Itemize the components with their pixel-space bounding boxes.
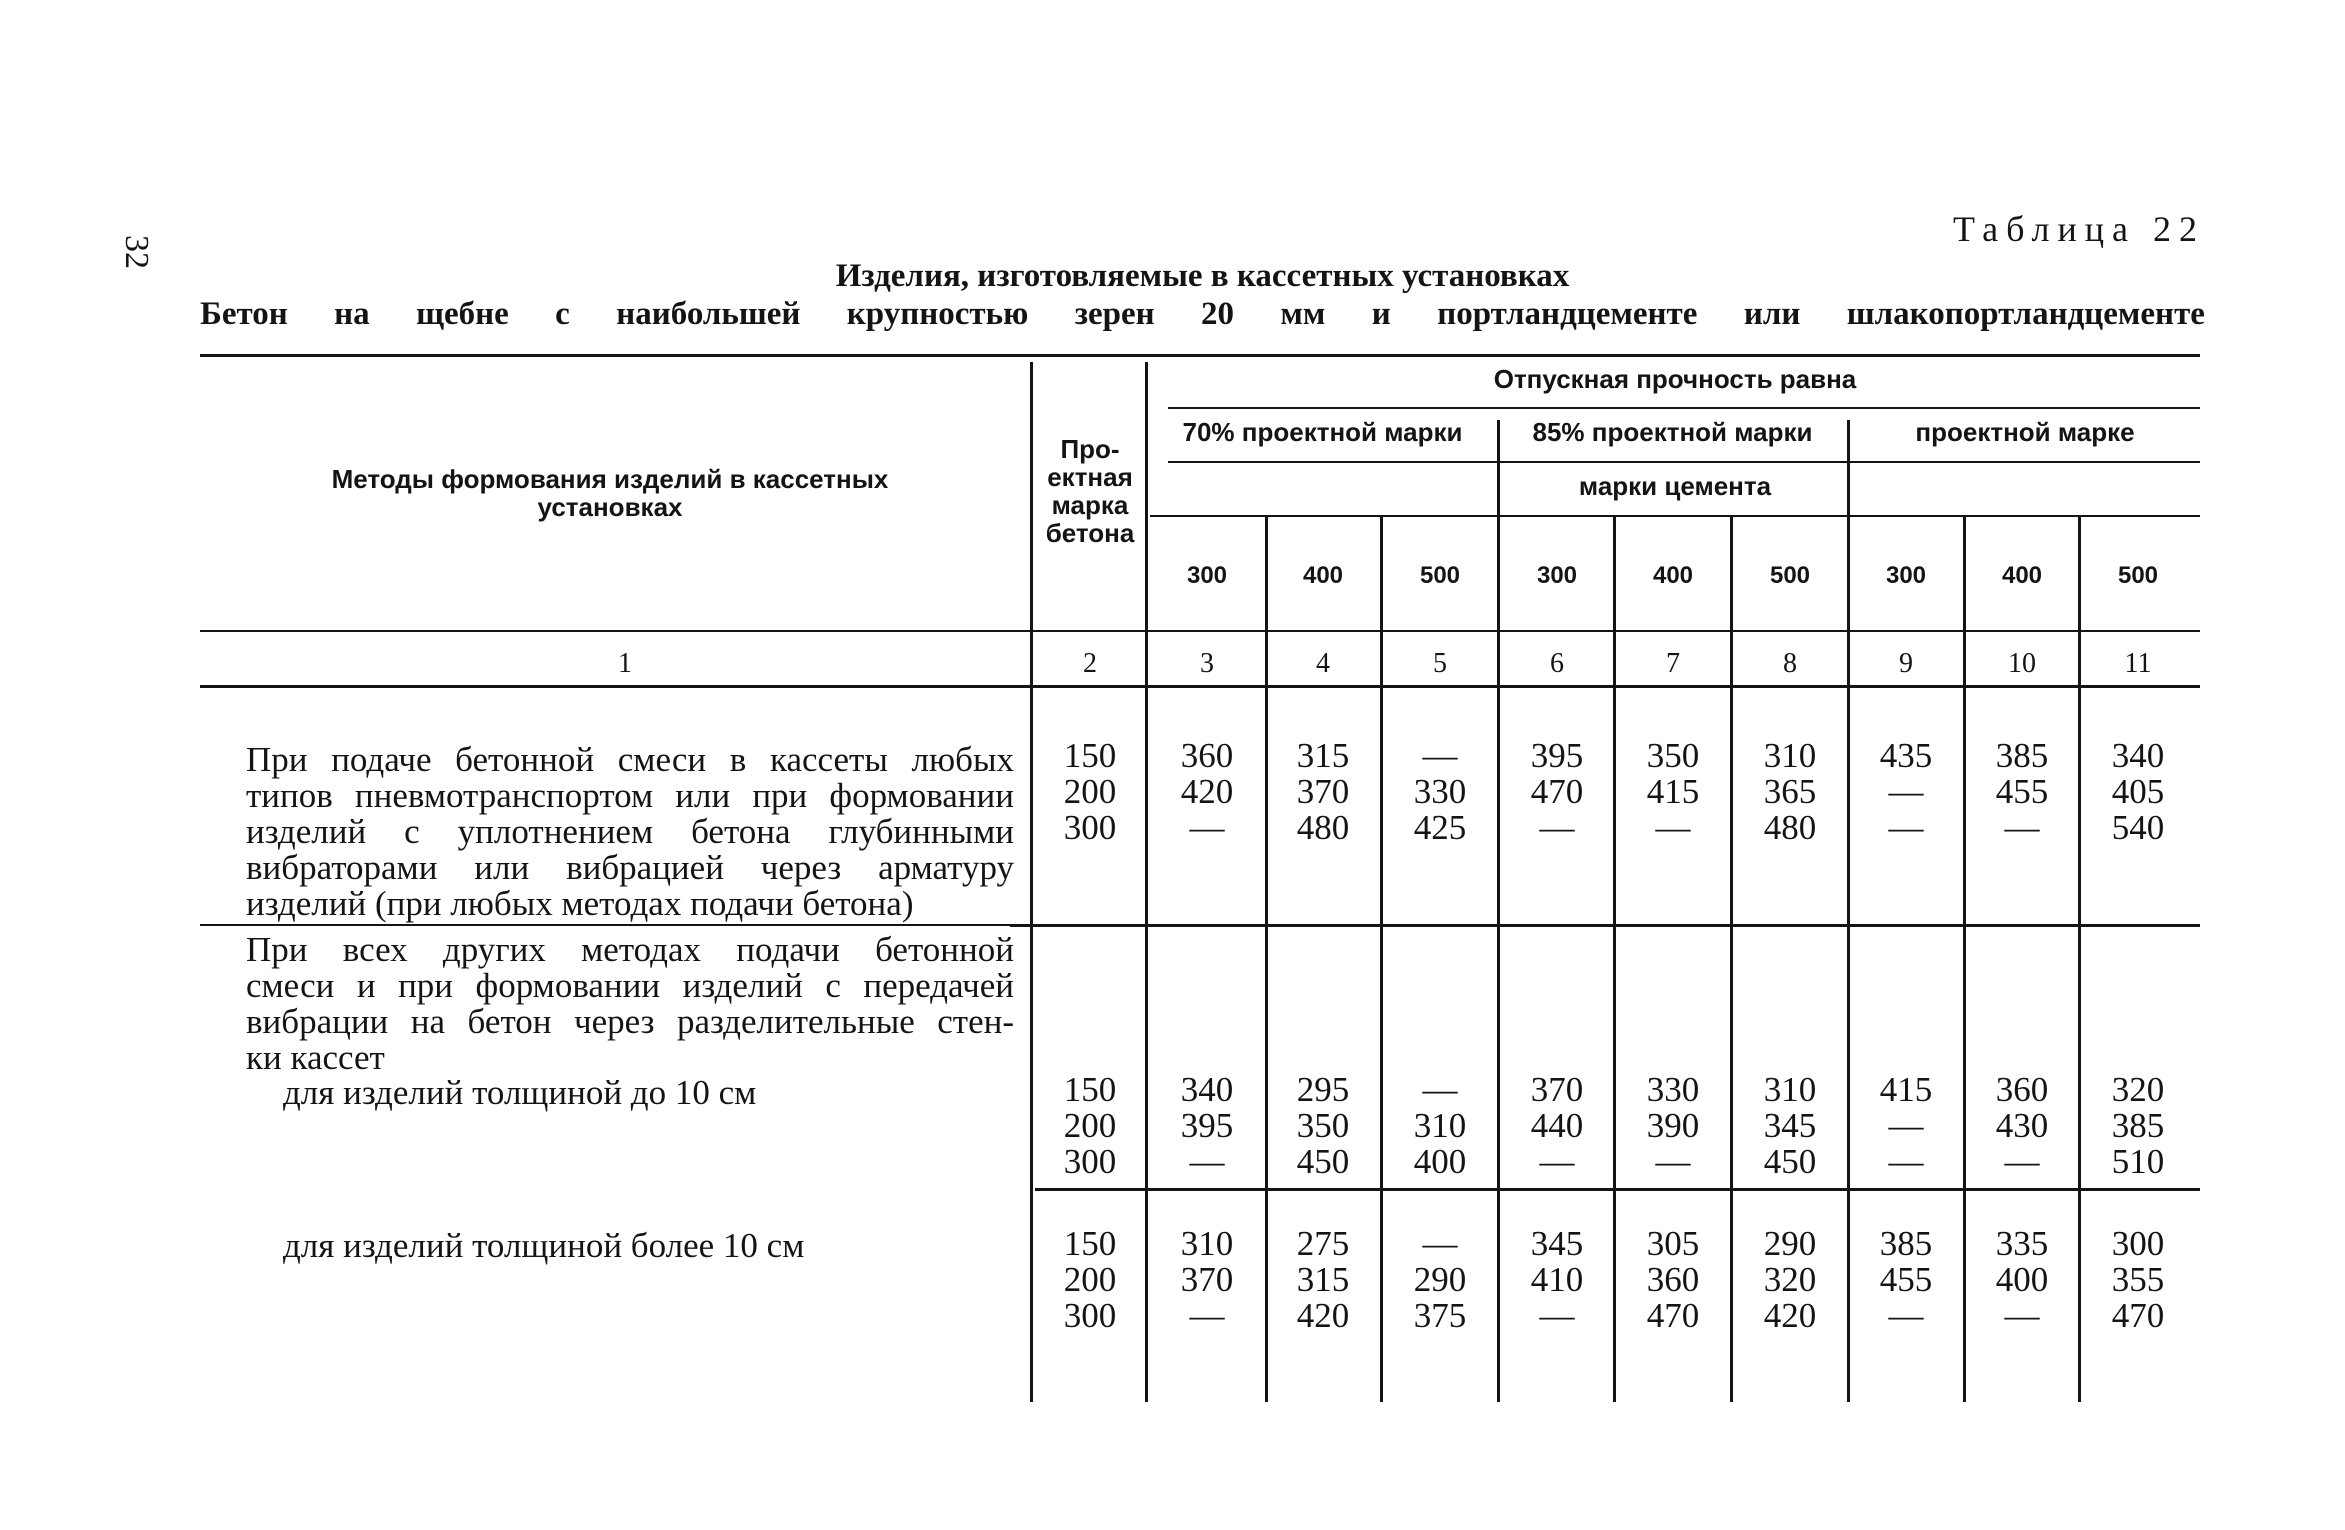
col-divider-5 — [1497, 420, 1500, 1402]
strength-value-cell: 350 415 — — [1646, 736, 1700, 847]
column-number-8: 8 — [1783, 648, 1797, 679]
table-label: Таблица 22 — [1953, 209, 2205, 249]
row2-method-text — [246, 932, 1014, 1076]
column-number-2: 2 — [1083, 648, 1097, 679]
subtitle-word: крупностью — [846, 296, 1029, 332]
subtitle-word: щебне — [416, 296, 509, 332]
cement-grade-1: 300 — [1186, 562, 1228, 589]
rule-row2-bottom — [1035, 1188, 2200, 1191]
strength-value-cell: 370 440 — — [1530, 1070, 1584, 1181]
cement-grade-5: 400 — [1652, 562, 1694, 589]
subtitle-word: на — [334, 296, 370, 332]
header-methods: Методы формования изделий в кассетных установках — [331, 464, 889, 522]
concrete-grade-cell: 150 200 300 — [1063, 1070, 1117, 1181]
strength-value-cell: 345 410 — — [1530, 1224, 1584, 1335]
cement-grade-4: 300 — [1536, 562, 1578, 589]
concrete-grade-cell: 150 200 300 — [1063, 736, 1117, 847]
col-divider-6 — [1613, 517, 1616, 1402]
subtitle-word: 20 — [1201, 296, 1235, 332]
strength-value-cell: 305 360 470 — [1646, 1224, 1700, 1335]
rule-under-release — [1168, 407, 2200, 409]
strength-value-cell: 340 395 — — [1180, 1070, 1234, 1181]
cement-grade-8: 400 — [2001, 562, 2043, 589]
cement-grade-6: 500 — [1769, 562, 1811, 589]
subtitle-word: портландцементе — [1437, 296, 1698, 332]
method-line: изделий (при любых методах подачи бетона) — [246, 884, 914, 923]
strength-value-cell: 385 455 — — [1879, 1224, 1933, 1335]
concrete-grade-cell: 150 200 300 — [1063, 1224, 1117, 1335]
strength-value-cell: 290 320 420 — [1763, 1224, 1817, 1335]
column-number-10: 10 — [2008, 648, 2036, 679]
strength-value-cell: 360 430 — — [1995, 1070, 2049, 1181]
rule-under-cement-label — [1150, 515, 2200, 517]
header-cement-grades: марки цемента — [1578, 471, 1772, 501]
column-number-7: 7 — [1666, 648, 1680, 679]
strength-value-cell: 415 — — — [1879, 1070, 1933, 1181]
column-number-3: 3 — [1200, 648, 1214, 679]
rule-colnums-bottom — [200, 685, 2200, 688]
row1-method-text — [246, 742, 1014, 922]
rule-under-pct — [1168, 461, 2200, 463]
method-line: вибраторами или вибрацией через арматуру — [246, 848, 1014, 887]
col-divider-7 — [1730, 517, 1733, 1402]
strength-value-cell: 310 370 — — [1180, 1224, 1234, 1335]
strength-value-cell: 395 470 — — [1530, 736, 1584, 847]
page-number: 32 — [118, 235, 155, 269]
column-number-6: 6 — [1550, 648, 1564, 679]
strength-value-cell: 340 405 540 — [2111, 736, 2165, 847]
strength-value-cell: — 310 400 — [1413, 1070, 1467, 1181]
strength-value-cell: 360 420 — — [1180, 736, 1234, 847]
header-release-strength: Отпускная прочность равна — [1493, 364, 1857, 394]
cement-grade-2: 400 — [1302, 562, 1344, 589]
strength-value-cell: 300 355 470 — [2111, 1224, 2165, 1335]
strength-value-cell: — 290 375 — [1413, 1224, 1467, 1335]
strength-value-cell: 385 455 — — [1995, 736, 2049, 847]
strength-value-cell: — 330 425 — [1413, 736, 1467, 847]
subtitle-word: Бетон — [200, 296, 288, 332]
subtitle-word: мм — [1280, 296, 1326, 332]
table-subtitle — [200, 296, 2205, 333]
method-line: вибрации на бетон через разделительные стен- — [246, 1002, 1014, 1041]
table-title: Изделия, изготовляемые в кассетных установках — [835, 258, 1570, 294]
method-line: типов пневмотранспортом или при формовании — [246, 776, 1014, 815]
strength-value-cell: 315 370 480 — [1296, 736, 1350, 847]
strength-value-cell: 310 365 480 — [1763, 736, 1817, 847]
strength-value-cell: 335 400 — — [1995, 1224, 2049, 1335]
header-pct85: 85% проектной марки — [1532, 417, 1813, 447]
cement-grade-7: 300 — [1885, 562, 1927, 589]
strength-value-cell: 310 345 450 — [1763, 1070, 1817, 1181]
rule-top — [200, 354, 2200, 357]
col-divider-10 — [2078, 517, 2081, 1402]
strength-value-cell: 330 390 — — [1646, 1070, 1700, 1181]
column-number-11: 11 — [2124, 648, 2152, 679]
subtitle-word: зерен — [1074, 296, 1155, 332]
strength-value-cell: 320 385 510 — [2111, 1070, 2165, 1181]
strength-value-cell: 275 315 420 — [1296, 1224, 1350, 1335]
column-number-5: 5 — [1433, 648, 1447, 679]
col-divider-9 — [1963, 517, 1966, 1402]
cement-grade-3: 500 — [1419, 562, 1461, 589]
subtitle-word: наибольшей — [616, 296, 801, 332]
method-line: При всех других методах подачи бетонной — [246, 930, 1014, 969]
method-line: При подаче бетонной смеси в кассеты любых — [246, 740, 1014, 779]
rule-row1-left — [200, 924, 1010, 926]
subtitle-word: шлакопортландцементе — [1846, 296, 2205, 332]
row2-sub-label: для изделий толщиной до 10 см — [283, 1073, 757, 1112]
method-line: изделий с уплотнением бетона глубинными — [246, 812, 1014, 851]
cement-grade-9: 500 — [2117, 562, 2159, 589]
strength-value-cell: 295 350 450 — [1296, 1070, 1350, 1181]
strength-value-cell: 435 — — — [1879, 736, 1933, 847]
rule-row1-bottom — [1010, 924, 2200, 927]
method-line: ки кассет — [246, 1038, 385, 1077]
col-divider-4 — [1380, 517, 1383, 1402]
header-pct100: проектной марке — [1915, 417, 2135, 447]
subtitle-word: или — [1743, 296, 1801, 332]
column-number-9: 9 — [1899, 648, 1913, 679]
rule-header-bottom — [200, 630, 2200, 632]
method-line: смеси и при формовании изделий с передачей — [246, 966, 1014, 1005]
col-divider-methods — [1030, 362, 1033, 1402]
header-grade: Про- ектная марка бетона — [1045, 434, 1135, 548]
subtitle-word: и — [1371, 296, 1391, 332]
row3-sub-label: для изделий толщиной более 10 см — [283, 1226, 805, 1265]
column-number-4: 4 — [1316, 648, 1330, 679]
header-pct70: 70% проектной марки — [1182, 417, 1463, 447]
column-number-1: 1 — [618, 648, 632, 679]
subtitle-word: с — [555, 296, 570, 332]
col-divider-8 — [1847, 420, 1850, 1402]
